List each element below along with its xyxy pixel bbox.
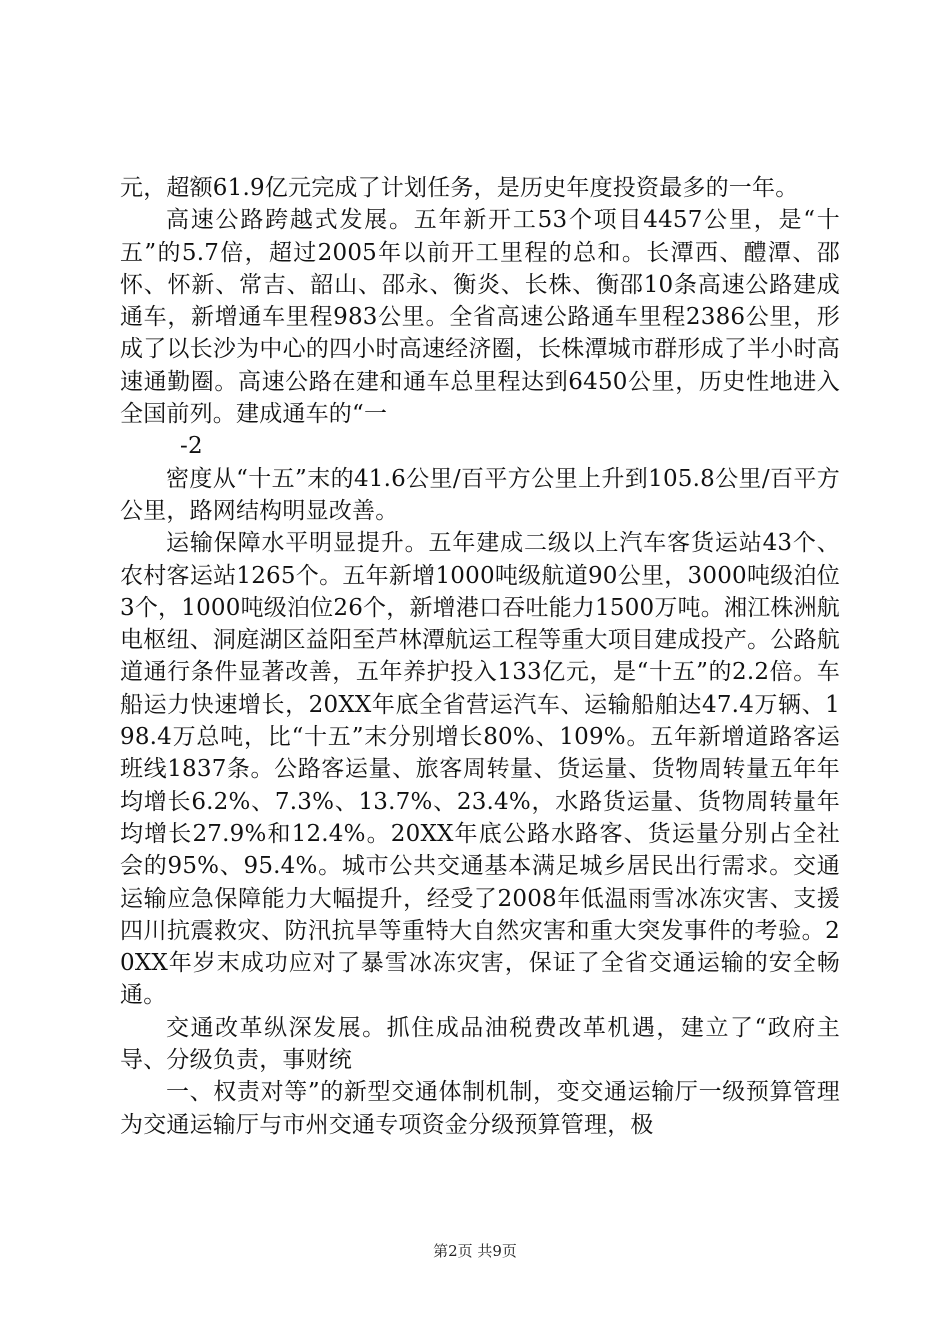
paragraph-road-density: 密度从“十五”末的41.6公里/百平方公里上升到105.8公里/百平方公里，路网结构明显改善。 [120, 465, 840, 524]
paragraph-budget-management: 一、权责对等”的新型交通体制机制，变交通运输厅一级预算管理为交通运输厅与市州交通专项资金分级预算管理，极 [120, 1079, 840, 1138]
page-footer: 第2页 共9页 [433, 1242, 517, 1260]
document-body [120, 172, 840, 1141]
paragraph-reform-development: 交通改革纵深发展。抓住成品油税费改革机遇，建立了“政府主导、分级负责，事财统 [120, 1014, 840, 1074]
inline-page-marker: -2 [180, 433, 203, 460]
paragraph-transport-capacity: 运输保障水平明显提升。五年建成二级以上汽车客货运站43个、农村客运站1265个。五年新增1000吨级航道90公里，3000吨级泊位3个，1000吨级泊位26个，新增港口吞吐能力1500万吨。湘江株洲航电枢纽、洞庭湖区益阳至芦林潭航运工程等重大项目建成投产。公路航道通行条件显著改善，五年养护投入133亿元，是“十五”的2.2倍。车船运力快速增长，20XX年底全省营运汽车、运输船舶达47.4万辆、198.4万总吨，比“十五”末分别增长80%、109%。五年新增道路客运班线1837条。公路客运量、旅客周转量、货运量、货物周转量五年年均增长6.2%、7.3%、13.7%、23.4%，水路货运量、货物周转量年均增长27.9%和12.4%。20XX年底公路水路客、货运量分别占全社会的95%、95.4%。城市公共交通基本满足城乡居民出行需求。交通运输应急保障能力大幅提升，经受了2008年低温雨雪冰冻灾害、支援四川抗震救灾、防汛抗旱等重特大自然灾害和重大突发事件的考验。20XX年岁末成功应对了暴雪冰冻灾害，保证了全省交通运输的安全畅通。 [120, 530, 840, 1009]
paragraph-expressway-development: 高速公路跨越式发展。五年新开工53个项目4457公里，是“十五”的5.7倍，超过2005年以前开工里程的总和。长潭西、醴潭、邵怀、怀新、常吉、韶山、邵永、衡炎、长株、衡邵10条高速公路建成通车，新增通车里程983公里。全省高速公路通车里程2386公里，形成了以长沙为中心的四小时高速经济圈，长株潭城市群形成了半小时高速通勤圈。高速公路在建和通车总里程达到6450公里，历史性地进入全国前列。建成通车的“一 [120, 207, 840, 428]
paragraph-investment-summary: 元，超额61.9亿元完成了计划任务，是历史年度投资最多的一年。 [120, 175, 799, 201]
